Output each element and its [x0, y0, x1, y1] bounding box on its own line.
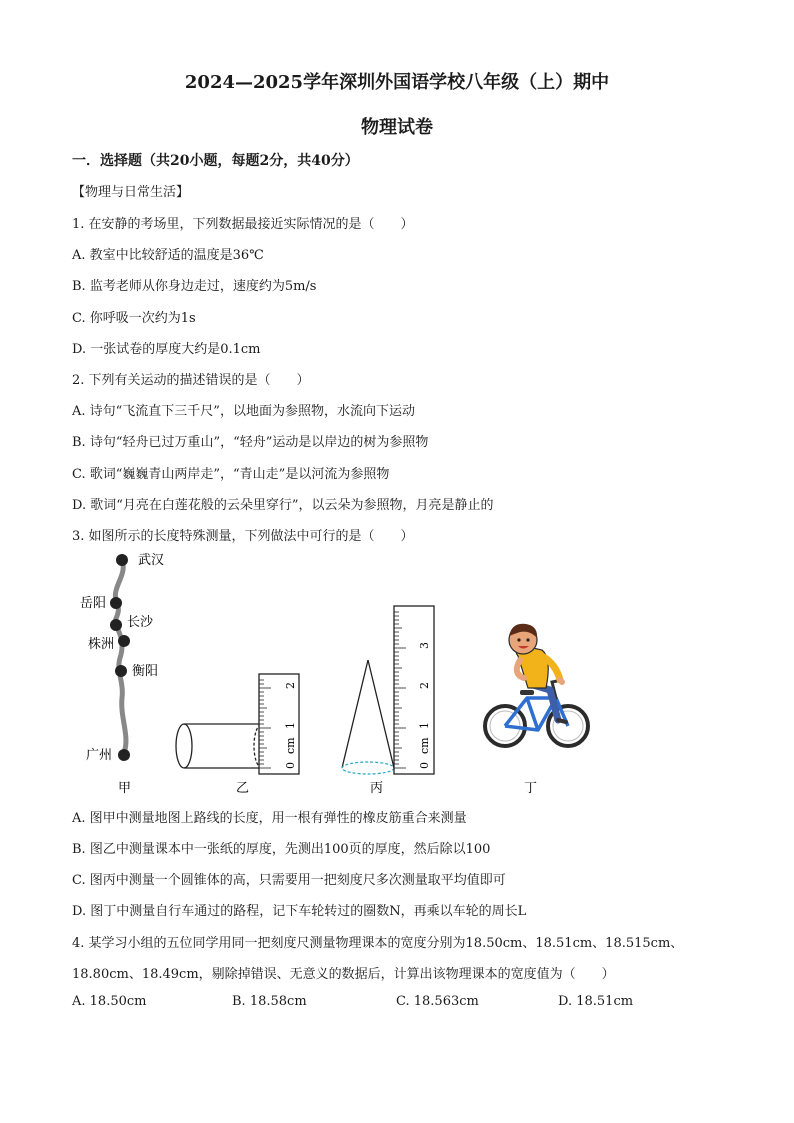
caption-ding: 丁	[524, 781, 538, 796]
question-4-stem-cont: 18.80cm、18.49cm，剔除掉错误、无意义的数据后，计算出该物理课本的宽度值为（ ）	[72, 967, 615, 982]
question-1-stem: 1. 在安静的考场里，下列数据最接近实际情况的是（ ）	[72, 217, 414, 232]
figure-ding-bicycle	[485, 624, 588, 796]
caption-jia: 甲	[118, 781, 132, 796]
question-1-option-b[interactable]: B. 监考老师从你身边走过，速度约为5m/s	[72, 279, 317, 294]
question-1-option-a[interactable]: A. 教室中比较舒适的温度是36℃	[72, 248, 264, 263]
ruler-c-unit: cm	[418, 737, 431, 754]
ruler-b-label-2: 2	[284, 682, 297, 689]
city-label: 武汉	[138, 553, 165, 568]
ruler-c-label-0: 0	[418, 762, 431, 769]
city-label: 株洲	[88, 637, 115, 652]
exam-subtitle: 物理试卷	[361, 117, 433, 138]
city-label: 衡阳	[132, 664, 159, 679]
question-3-option-d[interactable]: D. 图丁中测量自行车通过的路程，记下车轮转过的圈数N，再乘以车轮的周长L	[72, 904, 527, 919]
city-label: 广州	[86, 748, 113, 763]
question-3-option-a[interactable]: A. 图甲中测量地图上路线的长度，用一根有弹性的橡皮筋重合来测量	[72, 811, 467, 826]
figure-yi-paper-ruler	[176, 674, 299, 796]
question-4-option-c[interactable]: C. 18.563cm	[396, 994, 479, 1009]
ruler-c-label-1: 1	[418, 722, 431, 729]
caption-bing: 丙	[370, 781, 384, 796]
topic-label: 【物理与日常生活】	[72, 185, 190, 200]
question-2-option-d[interactable]: D. 歌词“月亮在白莲花般的云朵里穿行”，以云朵为参照物，月亮是静止的	[72, 498, 494, 513]
question-2-option-a[interactable]: A. 诗句“飞流直下三千尺”，以地面为参照物，水流向下运动	[72, 404, 415, 419]
question-2-option-c[interactable]: C. 歌词“巍巍青山两岸走”，“青山走”是以河流为参照物	[72, 467, 390, 482]
section-heading: 一．选择题（共20小题，每题2分，共40分）	[72, 153, 359, 169]
ruler-b-label-1: 1	[284, 722, 297, 729]
question-4-stem: 4. 某学习小组的五位同学用同一把刻度尺测量物理课本的宽度分别为18.50cm、18.51cm、18.515cm、	[72, 936, 684, 951]
question-4-option-b[interactable]: B. 18.58cm	[232, 994, 307, 1009]
city-label: 岳阳	[80, 596, 107, 611]
question-4-option-d[interactable]: D. 18.51cm	[558, 994, 634, 1009]
question-4-option-a[interactable]: A. 18.50cm	[72, 994, 147, 1009]
question-3-option-c[interactable]: C. 图丙中测量一个圆锥体的高，只需要用一把刻度尺多次测量取平均值即可	[72, 873, 506, 888]
question-3-stem: 3. 如图所示的长度特殊测量，下列做法中可行的是（ ）	[72, 529, 414, 544]
question-3-option-b[interactable]: B. 图乙中测量课本中一张纸的厚度，先测出100页的厚度，然后除以100	[72, 842, 491, 857]
question-2-option-b[interactable]: B. 诗句“轻舟已过万重山”，“轻舟”运动是以岸边的树为参照物	[72, 435, 429, 450]
question-1-option-d[interactable]: D. 一张试卷的厚度大约是0.1cm	[72, 342, 261, 357]
question-2-stem: 2. 下列有关运动的描述错误的是（ ）	[72, 373, 310, 388]
ruler-c-label-3: 3	[418, 642, 431, 649]
exam-title: 2024—2025学年深圳外国语学校八年级（上）期中	[184, 72, 610, 93]
caption-yi: 乙	[236, 781, 250, 796]
ruler-b-unit: cm	[284, 737, 297, 754]
figure-jia-map	[80, 552, 164, 796]
ruler-b-label-0: 0	[284, 762, 297, 769]
measurement-figure	[72, 548, 632, 798]
ruler-c-label-2: 2	[418, 682, 431, 689]
city-label: 长沙	[127, 615, 154, 630]
question-1-option-c[interactable]: C. 你呼吸一次约为1s	[72, 311, 196, 326]
figure-bing-cone-ruler	[342, 606, 434, 796]
